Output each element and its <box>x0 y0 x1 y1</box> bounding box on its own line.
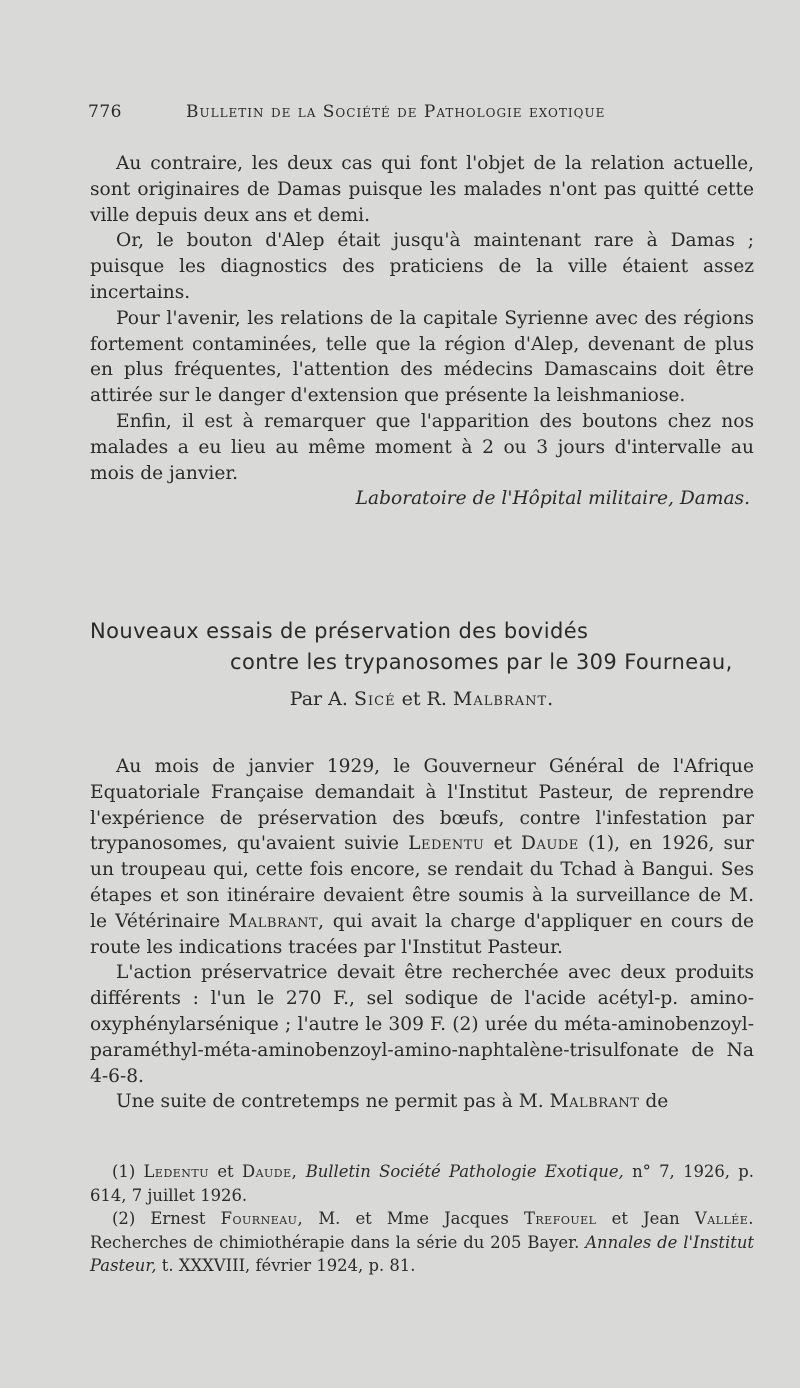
byline <box>90 688 754 710</box>
author-name: Malbrant. <box>452 688 555 710</box>
paragraph: L'action préservatrice devait être recherchée avec deux produits différents : l'un le 270 F., sel sodique de l'acide acétyl-p. amino-oxyphénylarsénique ; l'autre le 309 F. (2) urée du méta-aminobenzoyl-paraméthyl-méta-aminobenzoyl-amino-naphtalène-trisulfonate de Na 4-6-8. <box>90 962 754 1087</box>
author-ref: Ledentu <box>408 833 485 855</box>
signature: Laboratoire de l'Hôpital militaire, Damas. <box>355 488 750 510</box>
footnote-1 <box>90 1160 754 1207</box>
footnote-number: (1) <box>112 1162 136 1181</box>
paragraph: Enfin, il est à remarquer que l'apparition des boutons chez nos malades a eu lieu au même moment à 2 ou 3 jours d'intervalle au mois de janvier. <box>90 410 754 484</box>
author-ref: Malbrant, <box>228 910 325 932</box>
paragraph <box>90 1089 754 1115</box>
journal-ref: Bulletin Société Pathologie Exotique, <box>305 1162 624 1181</box>
title-line-2: contre les trypanosomes par le 309 Fourneau, <box>230 650 733 674</box>
text-run: t. XXXVIII, février 1924, p. 81. <box>161 1256 416 1276</box>
author-ref: Fourneau, <box>220 1209 304 1229</box>
text-run: (1), en 1926, sur un troupeau qui, cette fois encore, se rendait du Tchad à Bangui. Ses étapes et son itinéraire devaient être soumis à la surveillance de M. le Vétérinaire <box>90 833 754 932</box>
byline-par: Par A. <box>289 688 348 710</box>
text-run: M. et Mme Jacques <box>318 1209 509 1229</box>
paragraph: Or, le bouton d'Alep était jusqu'à maintenant rare à Damas ; puisque les diagnostics des praticiens de la ville étaient assez incertains. <box>90 230 754 303</box>
text-run: Au mois de janvier 1929, le Gouverneur Général de l'Afrique Equatoriale Française demandait à l'Institut Pasteur, de reprendre l'expérience de préservation des bœufs, contre l'infestation par trypanosomes, qu'avaient suivie <box>90 756 754 855</box>
text-run: Ernest <box>150 1209 206 1229</box>
paragraph: Pour l'avenir, les relations de la capitale Syrienne avec des régions fortement contaminées, telle que la région d'Alep, devenant de plus en plus fréquentes, l'attention des médecins Damascains doit être attirée sur le danger d'extension que présente la leishmaniose. <box>90 307 754 407</box>
author-ref: Daude, <box>241 1162 298 1181</box>
text-run: de <box>645 1091 669 1113</box>
page-number: 776 <box>88 102 122 122</box>
text-run: et Jean <box>611 1209 680 1229</box>
author-name: Sicé <box>353 688 396 710</box>
author-ref: Vallée. <box>694 1209 755 1229</box>
journal-title: Bulletin de la Société de Pathologie exotique <box>186 102 606 122</box>
text-run: et <box>493 833 512 855</box>
text-run: Recherches de chimiothérapie dans la série du 205 Bayer. <box>90 1232 580 1252</box>
text-run: et <box>217 1162 234 1181</box>
title-line-1: Nouveaux essais de préservation des bovidés <box>90 619 589 643</box>
paragraph: Au contraire, les deux cas qui font l'objet de la relation actuelle, sont originaires de Damas puisque les malades n'ont pas quitté cette ville depuis deux ans et demi. <box>90 153 754 226</box>
footnote-number: (2) <box>112 1209 136 1229</box>
text-run: qui avait la charge d'appliquer en cours de route les indications tracées par l'Institut Pasteur. <box>90 910 754 958</box>
author-ref: Malbrant <box>549 1091 640 1113</box>
text-run: n° 7, 1926, p. 614, 7 juillet 1926. <box>90 1162 755 1205</box>
byline-et: et R. <box>401 688 447 710</box>
footnote-2 <box>90 1207 754 1278</box>
paragraph <box>90 754 754 960</box>
article-body <box>90 754 754 1115</box>
author-ref: Daude <box>521 833 579 855</box>
journal-ref: Annales de l'Institut Pasteur, <box>90 1232 754 1276</box>
author-ref: Trefouel <box>523 1209 597 1229</box>
text-run: Une suite de contretemps ne permit pas à M. <box>116 1091 544 1113</box>
footnotes <box>90 1160 754 1278</box>
article-title <box>90 616 754 678</box>
previous-article-text <box>90 151 754 512</box>
running-header <box>88 102 752 132</box>
author-ref: Ledentu <box>143 1162 210 1181</box>
